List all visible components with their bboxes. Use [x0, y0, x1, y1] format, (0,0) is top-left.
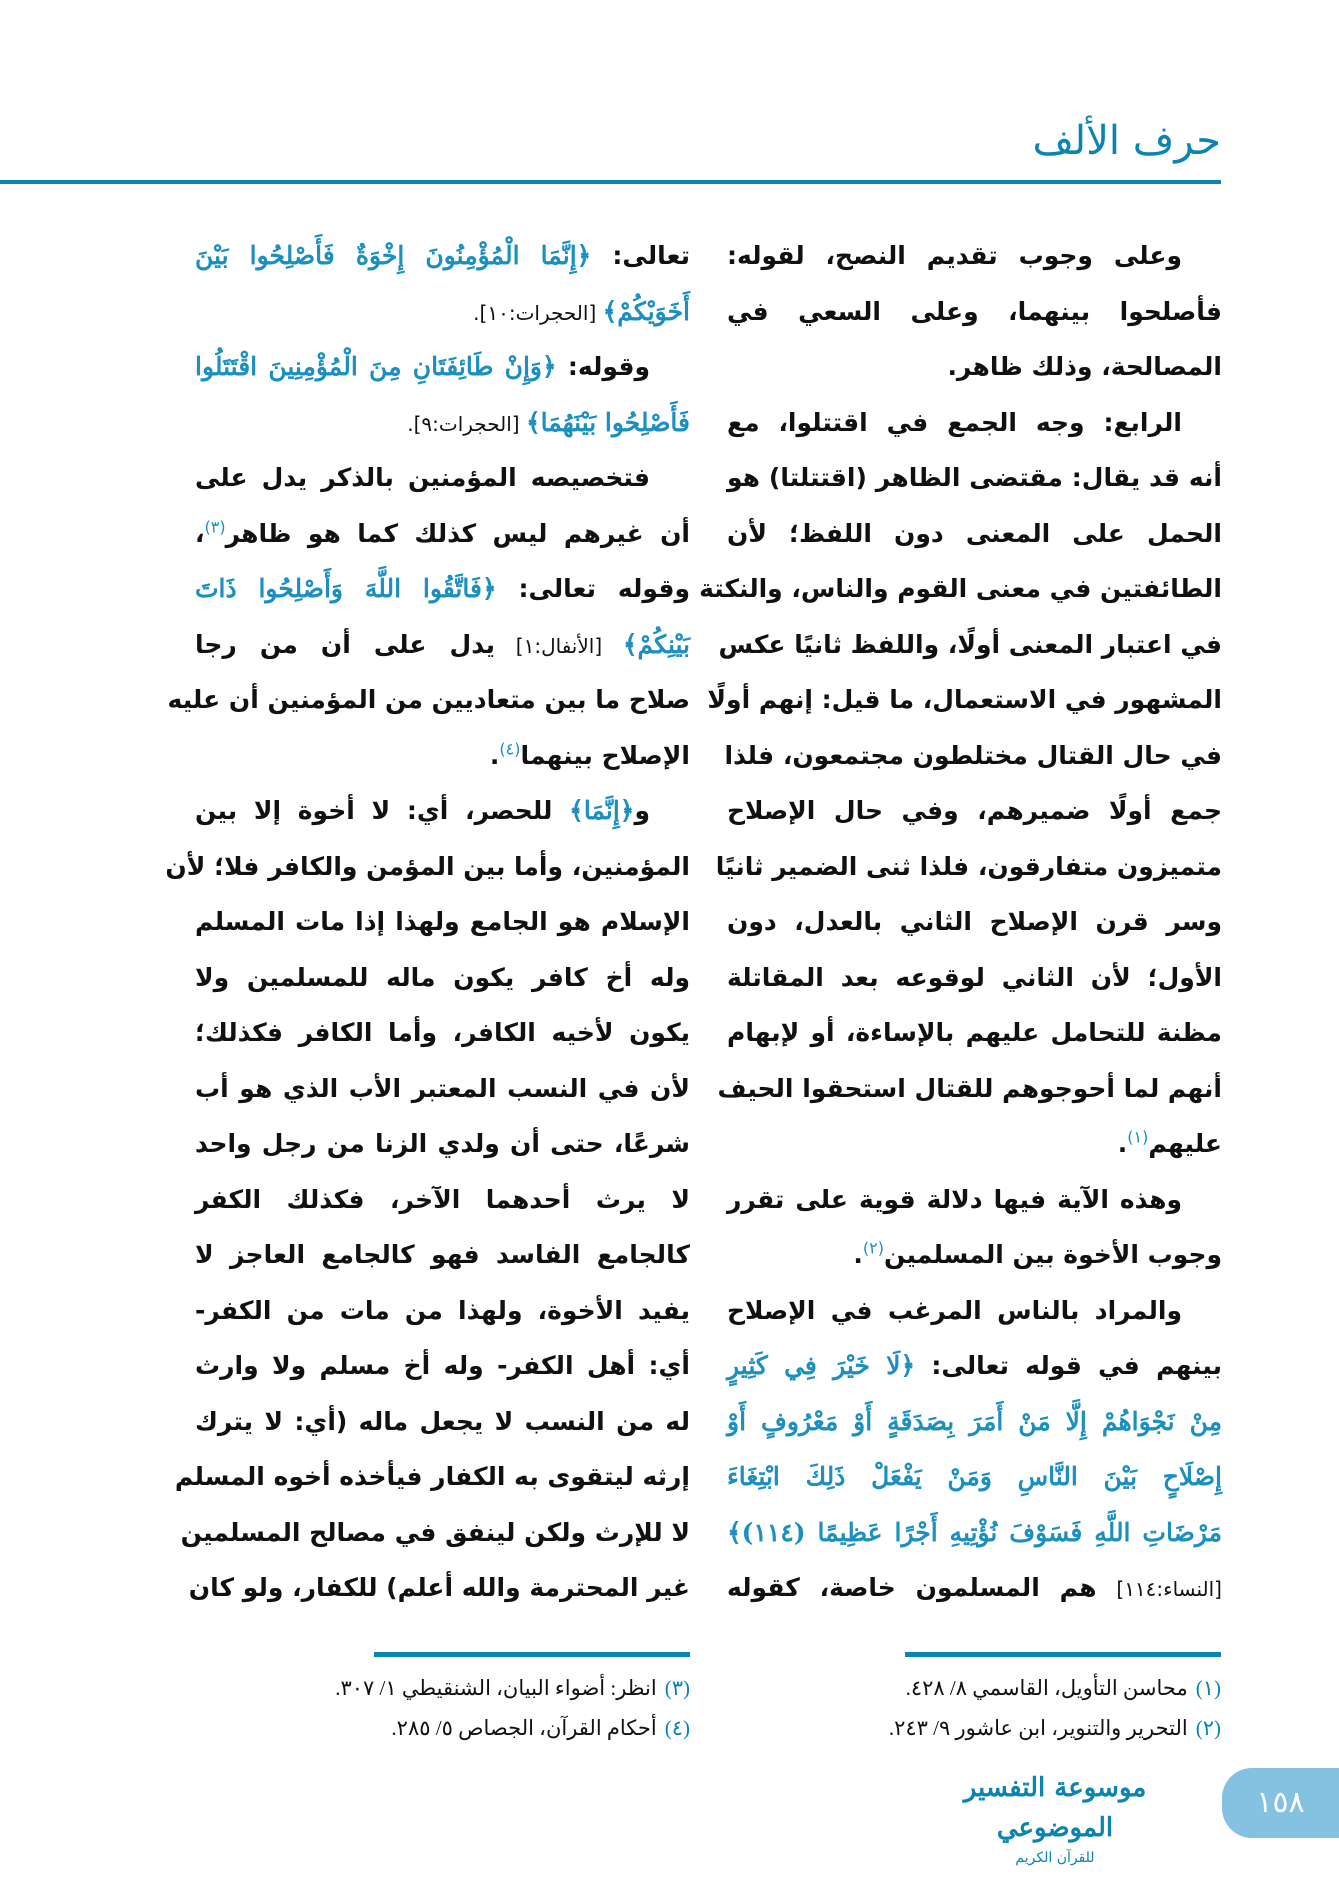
text-line: [727, 284, 1222, 340]
body-text: ،: [195, 518, 205, 548]
footnote-text: انظر: أضواء البيان، الشنقيطي ١/ ٣٠٧.: [335, 1676, 657, 1700]
text-line: [727, 1116, 1222, 1172]
body-text: وسر قرن الإصلاح الثاني بالعدل، دون: [727, 907, 1222, 936]
text-line: [727, 450, 1222, 506]
body-text: الإصلاح بينهما: [520, 740, 690, 770]
footnote-marker: (٤): [499, 739, 521, 759]
left-text-column: [165, 228, 691, 1616]
right-text-column: [699, 228, 1222, 1616]
body-text: أنه قد يقال: مقتضى الظاهر (اقتتلتا) هو: [727, 463, 1222, 492]
body-text: أي: أهل الكفر- وله أخ مسلم ولا وارث: [195, 1351, 690, 1380]
footnote-text: التحرير والتنوير، ابن عاشور ٩/ ٢٤٣.: [888, 1716, 1188, 1740]
body-text: فتخصيصه المؤمنين بالذكر يدل على: [195, 463, 650, 492]
body-text: وله أخ كافر يكون ماله للمسلمين ولا: [195, 962, 690, 992]
body-text: له من النسب لا يجعل ماله (أي: لا يترك: [195, 1406, 690, 1436]
footnote-marker: (٣): [204, 517, 226, 537]
text-line: [724, 728, 1222, 784]
body-text: كالجامع الفاسد فهو كالجامع العاجز لا: [195, 1240, 690, 1269]
body-text: أن غيرهم ليس كذلك كما هو ظاهر: [225, 518, 690, 548]
body-text: صلاح ما بين متعاديين من المؤمنين أن عليه: [167, 685, 690, 714]
footnote-text: أحكام القرآن، الجصاص ٥/ ٢٨٥.: [391, 1716, 657, 1740]
body-text: أنهم لما أحوجوهم للقتال استحقوا الحيف: [717, 1073, 1222, 1103]
text-line: [195, 284, 690, 340]
body-text: فأصلحوا بينهما، وعلى السعي في: [727, 296, 1222, 326]
body-text: و: [634, 796, 650, 825]
quran-verse: ﴿فَاتَّقُوا اللَّهَ وَأَصْلِحُوا ذَاتَ: [195, 574, 497, 603]
text-line: [195, 1061, 690, 1117]
quran-verse: فَأَصْلِحُوا بَيْنَهُمَا﴾: [525, 407, 690, 437]
text-line: [180, 1505, 690, 1561]
text-line: [718, 617, 1222, 673]
footnote-number: (١): [1195, 1676, 1221, 1700]
text-line: [167, 672, 690, 728]
body-text: إرثه ليتقوى به الكفار فيأخذه أخوه المسلم: [174, 1462, 690, 1491]
body-text: بينهم في قوله تعالى:: [915, 1351, 1222, 1380]
footnote-marker: (١): [1127, 1127, 1149, 1147]
text-line: [727, 339, 1222, 395]
text-line: [707, 672, 1222, 728]
footnote-number: (٣): [664, 1676, 690, 1700]
body-text: .: [1117, 1129, 1128, 1158]
text-line: [195, 894, 690, 950]
quran-verse: مَرْضَاتِ اللَّهِ فَسَوْفَ نُؤْتِيهِ أَجْرًا عَظِيمًا (١١٤)﴾: [727, 1517, 1222, 1547]
text-line: [195, 1394, 690, 1450]
text-line: [195, 728, 690, 784]
text-line: [727, 395, 1222, 451]
text-line: [195, 395, 690, 451]
text-line: [727, 228, 1222, 284]
text-line: [195, 1283, 690, 1339]
footnote-number: (٢): [1195, 1716, 1221, 1740]
text-line: [195, 1172, 690, 1228]
text-line: [195, 228, 690, 284]
body-text: الطائفتين في معنى القوم والناس، والنكتة: [699, 574, 1222, 603]
text-line: [195, 1005, 690, 1061]
text-line: [727, 1394, 1222, 1450]
body-text: الرابع: وجه الجمع في اقتتلوا، مع: [727, 407, 1182, 437]
body-text: الأول؛ لأن الثاني لوقوعه بعد المقاتلة: [727, 962, 1222, 992]
text-line: [727, 1172, 1222, 1228]
footnote-text: محاسن التأويل، القاسمي ٨/ ٤٢٨.: [905, 1676, 1188, 1700]
body-text: لا يرث أحدهما الآخر، فكذلك الكفر: [195, 1184, 690, 1214]
text-line: [699, 561, 1222, 617]
body-text: الحمل على المعنى دون اللفظ؛ لأن: [727, 518, 1222, 548]
page-number: ١٥٨: [1222, 1768, 1339, 1838]
quran-verse: بَيْنِكُمْ﴾: [622, 629, 691, 659]
body-text: .: [489, 740, 500, 770]
text-line: [195, 1116, 690, 1172]
text-line: [727, 1449, 1222, 1505]
body-text: للحصر، أي: لا أخوة إلا بين: [195, 796, 570, 825]
body-text: متميزون متفارقون، فلذا ثنى الضمير ثانيًا: [715, 851, 1222, 881]
body-text: في حال القتال مختلطون مجتمعون، فلذا: [724, 740, 1222, 770]
header-divider: [0, 180, 1221, 184]
body-text: وهذه الآية فيها دلالة قوية على تقرر: [727, 1184, 1182, 1214]
body-text: المؤمنين، وأما بين المؤمن والكافر فلا؛ لأن: [165, 851, 690, 881]
text-line: [195, 1227, 690, 1283]
text-line: [188, 1560, 690, 1616]
verse-reference: [الحجرات:٩].: [407, 411, 526, 436]
text-line: [195, 561, 690, 617]
body-text: وعلى وجوب تقديم النصح، لقوله:: [727, 241, 1182, 270]
body-text: والمراد بالناس المرغب في الإصلاح: [727, 1295, 1182, 1325]
body-text: في اعتبار المعنى أولًا، واللفظ ثانيًا عكس: [718, 629, 1222, 659]
footnote-divider-left: [374, 1652, 690, 1657]
body-text: غير المحترمة والله أعلم) للكفار، ولو كان: [188, 1573, 690, 1602]
body-text: هم المسلمون خاصة، كقوله: [727, 1573, 1117, 1602]
text-line: [727, 1005, 1222, 1061]
footnotes-right: [741, 1668, 1221, 1748]
verse-reference: [النساء:١١٤]: [1116, 1577, 1222, 1601]
text-line: [727, 506, 1222, 562]
text-line: [195, 783, 690, 839]
body-text: الإسلام هو الجامع ولهذا إذا مات المسلم: [195, 907, 690, 936]
text-line: [174, 1449, 690, 1505]
text-line: [195, 450, 690, 506]
body-text: المصالحة، وذلك ظاهر.: [947, 352, 1222, 381]
footnote-marker: (٢): [862, 1238, 884, 1258]
logo-subtitle: للقرآن الكريم: [1015, 1850, 1095, 1866]
text-line: [165, 839, 690, 895]
footnotes-left: [210, 1668, 690, 1748]
chapter-title: حرف الألف: [1032, 118, 1221, 164]
body-text: لأن في النسب المعتبر الأب الذي هو أب: [195, 1073, 690, 1103]
text-line: [727, 1227, 1222, 1283]
footnote-divider-right: [905, 1652, 1221, 1657]
text-line: [727, 1338, 1222, 1394]
body-text: جمع أولًا ضميرهم، وفي حال الإصلاح: [727, 796, 1222, 825]
body-text: شرعًا، حتى أن ولدي الزنا من رجل واحد: [195, 1129, 690, 1158]
footnote: [210, 1668, 690, 1708]
text-line: [195, 506, 690, 562]
footnote-number: (٤): [664, 1716, 690, 1740]
body-text: لا للإرث ولكن لينفق في مصالح المسلمين: [180, 1517, 690, 1547]
body-text: وجوب الأخوة بين المسلمين: [883, 1240, 1222, 1269]
text-line: [727, 894, 1222, 950]
encyclopedia-logo: [930, 1768, 1180, 1868]
footnote: [210, 1708, 690, 1748]
text-line: [727, 783, 1222, 839]
text-line: [195, 617, 690, 673]
body-text: عليهم: [1148, 1129, 1222, 1158]
quran-verse: ﴿إِنَّمَا﴾: [569, 796, 635, 825]
quran-verse: ﴿إِنَّمَا الْمُؤْمِنُونَ إِخْوَةٌ فَأَصْلِحُوا بَيْنَ: [195, 241, 592, 270]
footnote: [741, 1708, 1221, 1748]
text-line: [727, 1560, 1222, 1616]
logo-title: موسوعة التفسير الموضوعي: [963, 1773, 1147, 1843]
quran-verse: مِنْ نَجْوَاهُمْ إِلَّا مَنْ أَمَرَ بِصَدَقَةٍ أَوْ مَعْرُوفٍ أَوْ: [727, 1406, 1222, 1436]
body-text: .: [853, 1240, 863, 1269]
text-line: [727, 950, 1222, 1006]
verse-reference: [الحجرات:١٠].: [473, 300, 603, 325]
body-text: وقوله:: [556, 352, 650, 381]
footnote: [741, 1668, 1221, 1708]
text-line: [717, 1061, 1222, 1117]
body-text: المشهور في الاستعمال، ما قيل: إنهم أولًا: [707, 685, 1222, 714]
quran-verse: أَخَوَيْكُمْ﴾: [602, 296, 690, 326]
text-line: [715, 839, 1222, 895]
body-text: يفيد الأخوة، ولهذا من مات من الكفر-: [195, 1295, 690, 1325]
text-line: [195, 1338, 690, 1394]
quran-verse: ﴿لَا خَيْرَ فِي كَثِيرٍ: [727, 1351, 916, 1380]
text-line: [195, 950, 690, 1006]
body-text: وقوله تعالى:: [496, 574, 690, 603]
body-text: تعالى:: [591, 241, 690, 270]
body-text: يدل على أن من رجا: [195, 629, 496, 659]
quran-verse: إِصْلَاحٍ بَيْنَ النَّاسِ وَمَنْ يَفْعَلْ ذَلِكَ ابْتِغَاءَ: [727, 1462, 1222, 1491]
text-line: [195, 339, 690, 395]
verse-reference: [الأنفال:١]: [495, 633, 623, 658]
quran-verse: ﴿وَإِنْ طَائِفَتَانِ مِنَ الْمُؤْمِنِينَ اقْتَتَلُوا: [195, 352, 557, 381]
text-line: [727, 1283, 1222, 1339]
text-line: [727, 1505, 1222, 1561]
body-text: مظنة للتحامل عليهم بالإساءة، أو لإبهام: [727, 1018, 1222, 1047]
body-text: يكون لأخيه الكافر، وأما الكافر فكذلك؛: [195, 1018, 690, 1047]
